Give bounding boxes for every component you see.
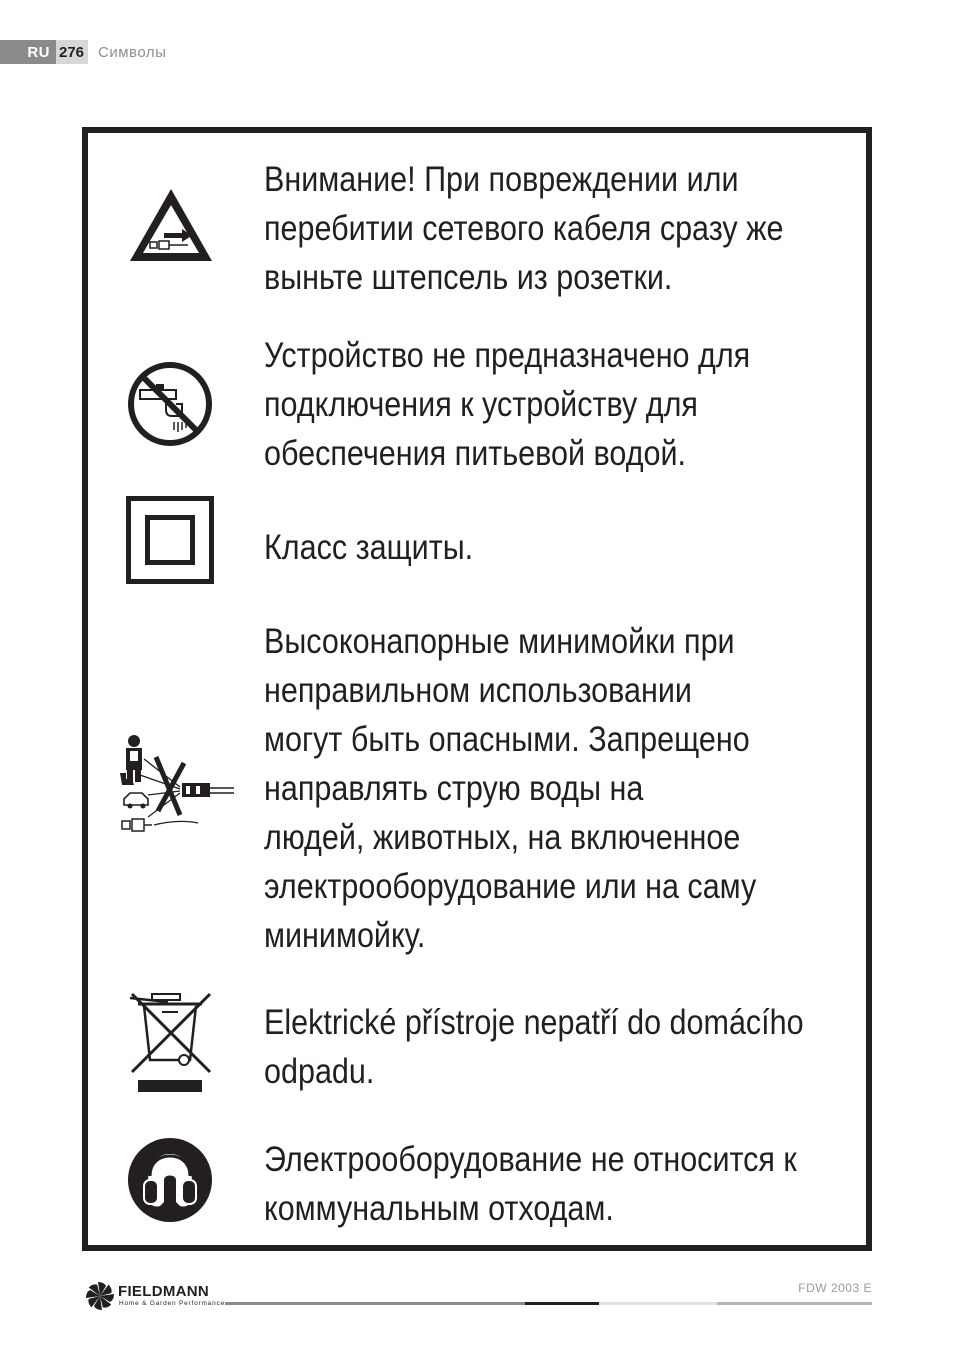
footer-rule	[525, 1302, 599, 1305]
electric-cable-warning-icon	[126, 185, 216, 265]
section-title: Символы	[98, 43, 167, 61]
footer-rule	[717, 1302, 872, 1305]
symbol-description: Класс защиты.	[264, 527, 474, 567]
protection-class-ii-icon	[126, 496, 214, 584]
symbols-table	[82, 127, 872, 1251]
symbol-description: Внимание! При повреждении или перебитии сетевого кабеля сразу же выньте штепсель из розетки.	[264, 159, 784, 297]
brand-tagline: Home & Garden Performance	[119, 1300, 225, 1307]
fieldmann-logo-icon	[82, 1280, 118, 1312]
symbol-description: Elektrické přístroje nepatří do domácího odpadu.	[264, 1002, 804, 1091]
model-number: FDW 2003 E	[798, 1281, 872, 1295]
ear-protection-icon	[126, 1136, 214, 1224]
crossed-out-wheelie-bin-icon	[126, 990, 216, 1094]
symbol-description: Электрооборудование не относится к коммунальным отходам.	[264, 1139, 797, 1228]
footer-rule	[225, 1302, 525, 1305]
no-drinking-water-connection-icon	[126, 360, 214, 448]
language-badge: RU	[0, 40, 56, 64]
page-header	[0, 40, 166, 64]
symbol-description: Высоконапорные минимойки при неправильном использовании могут быть опасными. Запрещено направлять струю воды на людей, животных, на включенное электрооборудование или на саму минимойку.	[264, 621, 757, 955]
page-number: 276	[56, 40, 88, 64]
brand-name: FIELDMANN	[118, 1283, 210, 1300]
footer-rule	[599, 1302, 717, 1305]
symbol-description: Устройство не предназначено для подключения к устройству для обеспечения питьевой водой.	[264, 335, 751, 473]
no-spray-on-people-animals-icon	[118, 733, 234, 837]
